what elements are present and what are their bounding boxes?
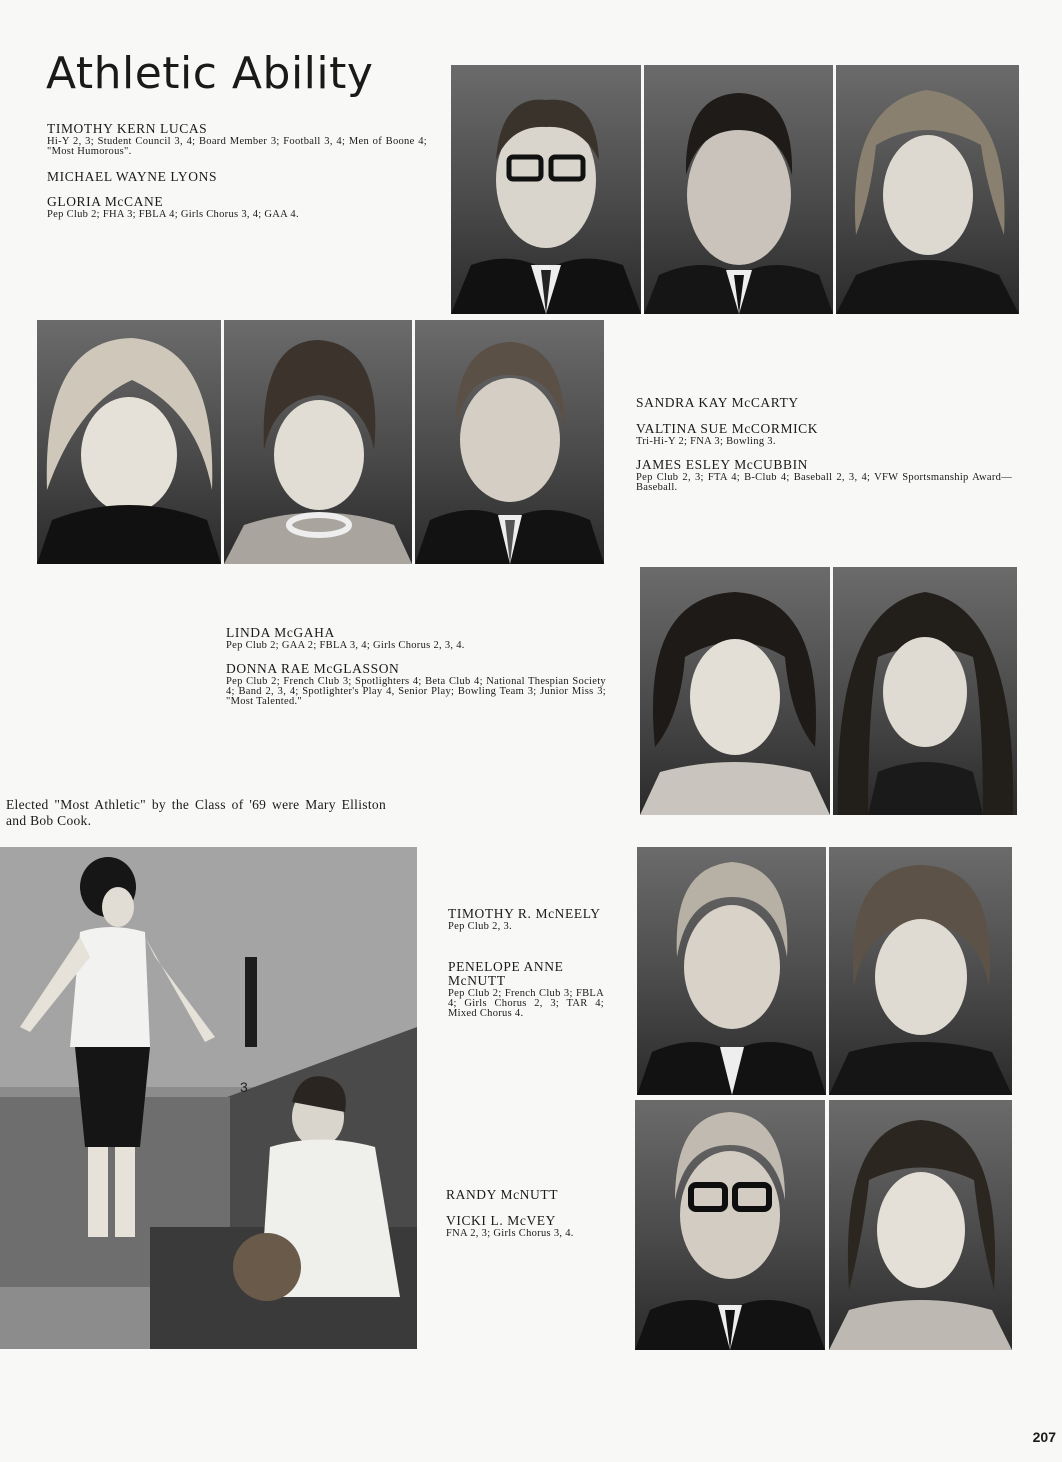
action-photo (0, 847, 417, 1349)
student-name: DONNA RAE McGLASSON (226, 661, 400, 676)
student-name: MICHAEL WAYNE LYONS (47, 169, 218, 184)
student-name: PENELOPE ANNE McNUTT (448, 959, 564, 988)
portrait-timothy-lucas (451, 65, 641, 314)
student-entry (446, 1214, 604, 1239)
portrait-gloria-mccane (836, 65, 1019, 314)
student-name: SANDRA KAY McCARTY (636, 395, 799, 410)
student-activities: Pep Club 2; GAA 2; FBLA 3, 4; Girls Chorus 2, 3, 4. (226, 640, 465, 651)
student-name: VICKI L. McVEY (446, 1213, 557, 1228)
student-activities: Pep Club 2; French Club 3; Spotlighters 4; Beta Club 4; National Thespian Society 4; Band 2, 3, 4; Spotlighter's Play 4, Senior Play; Bowling Team 3; Junior Miss 3; "Most Talented." (226, 676, 606, 707)
student-activities: Hi-Y 2, 3; Student Council 3, 4; Board Member 3; Football 3, 4; Men of Boone 4; "Most Humorous". (47, 136, 427, 157)
portrait-penelope-mcnutt (829, 847, 1012, 1095)
student-name: RANDY McNUTT (446, 1187, 559, 1202)
student-name: LINDA McGAHA (226, 625, 335, 640)
jersey-number: 3 (240, 1079, 248, 1095)
student-entry (47, 195, 427, 220)
student-name: TIMOTHY R. McNEELY (448, 906, 601, 921)
student-activities: Pep Club 2; French Club 3; FBLA 4; Girls Chorus 2, 3; TAR 4; Mixed Chorus 4. (448, 988, 604, 1019)
page-title: Athletic Ability (46, 48, 374, 99)
student-entry (47, 122, 427, 157)
student-entry (226, 626, 606, 651)
student-activities: Pep Club 2, 3. (448, 921, 512, 932)
portrait-valtina-mccormick (224, 320, 412, 564)
student-entry (226, 662, 606, 707)
student-entry (636, 422, 1016, 447)
student-entry (636, 458, 1012, 493)
portrait-james-mccubbin (415, 320, 604, 564)
student-activities: Pep Club 2, 3; FTA 4; B-Club 4; Baseball 2, 3, 4; VFW Sportsmanship Award—Baseball. (636, 472, 1012, 493)
portrait-linda-mcgaha (640, 567, 830, 815)
student-activities: Pep Club 2; FHA 3; FBLA 4; Girls Chorus 3, 4; GAA 4. (47, 209, 299, 220)
student-entry (448, 907, 604, 932)
student-activities: FNA 2, 3; Girls Chorus 3, 4. (446, 1228, 574, 1239)
page-number: 207 (1032, 1429, 1056, 1445)
portrait-donna-mcglasson (833, 567, 1017, 815)
student-activities: Tri-Hi-Y 2; FNA 3; Bowling 3. (636, 436, 776, 447)
student-entry (47, 170, 427, 184)
student-name: JAMES ESLEY McCUBBIN (636, 457, 809, 472)
portrait-sandra-mccarty (37, 320, 221, 564)
photo-caption: Elected "Most Athletic" by the Class of '69 were Mary Elliston and Bob Cook. (6, 797, 386, 828)
student-name: GLORIA McCANE (47, 194, 164, 209)
student-entry (636, 396, 1016, 410)
student-name: VALTINA SUE McCORMICK (636, 421, 819, 436)
portrait-vicki-mcvey (829, 1100, 1012, 1350)
portrait-timothy-mcneely (637, 847, 826, 1095)
student-name: TIMOTHY KERN LUCAS (47, 121, 208, 136)
portrait-michael-lyons (644, 65, 833, 314)
student-entry (448, 960, 604, 1019)
student-entry (446, 1188, 604, 1202)
portrait-randy-mcnutt (635, 1100, 825, 1350)
